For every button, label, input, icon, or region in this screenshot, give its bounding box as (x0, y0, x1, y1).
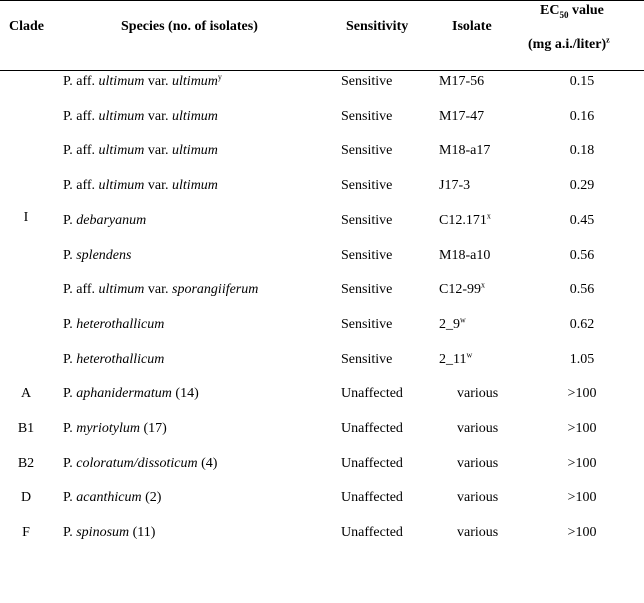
isolate-value (439, 178, 470, 194)
species-prefix: . aff. (69, 178, 99, 194)
sensitivity-value: Sensitive (341, 282, 393, 298)
isolate-value (439, 109, 484, 125)
footnote-marker: x (481, 280, 485, 290)
species-name (63, 386, 199, 402)
footnote-marker: x (486, 211, 491, 221)
species-epithet: spinosum (76, 525, 130, 541)
genus-abbrev: P (63, 421, 70, 436)
isolate-value: various (457, 490, 499, 506)
table-row (0, 279, 644, 313)
ec50-value: >100 (567, 421, 597, 436)
genus-abbrev: P (63, 247, 70, 263)
genus-abbrev: P (63, 74, 70, 89)
ec50-value: 0.15 (569, 74, 595, 89)
sensitivity-value: Sensitive (341, 74, 393, 89)
ec50-value: 0.56 (569, 247, 595, 263)
species-prefix: . (69, 455, 77, 471)
isolate-id: J17-3 (439, 178, 471, 194)
genus-abbrev: P (63, 386, 70, 402)
species-epithet: ultimum (98, 282, 145, 298)
variety-epithet: ultimum (172, 178, 218, 194)
species-prefix: . (69, 212, 77, 228)
variety-epithet: ultimum (172, 108, 218, 124)
species-var: var. (144, 74, 173, 89)
species-epithet: splendens (76, 247, 132, 263)
header-clade: Clade (9, 19, 44, 34)
header-ec50: $EC_{50}$ value (540, 3, 604, 20)
species-var: var. (144, 108, 173, 124)
isolate-id: C12-99 (439, 282, 481, 298)
isolate-value: various (457, 421, 499, 436)
genus-abbrev: P (63, 178, 70, 194)
species-epithet: aphanidermatum (76, 386, 172, 402)
species-epithet: ultimum (98, 178, 145, 194)
species-epithet: ultimum (98, 74, 145, 89)
header-sensitivity: Sensitivity (346, 19, 409, 34)
isolate-value: various (457, 455, 499, 471)
species-epithet: heterothallicum (76, 351, 165, 367)
species-name (63, 143, 218, 159)
ec50-value: 0.56 (569, 282, 595, 298)
table-row (0, 349, 644, 383)
isolate-id: C12.171 (439, 212, 487, 228)
species-var: var. (144, 143, 173, 159)
sensitivity-value: Sensitive (341, 316, 393, 332)
species-epithet: heterothallicum (76, 316, 165, 332)
species-prefix: . aff. (69, 108, 99, 124)
species-name (63, 282, 258, 298)
species-epithet: debaryanum (76, 212, 147, 228)
genus-abbrev: P (63, 108, 70, 124)
species-epithet: ultimum (98, 108, 145, 124)
species-name (63, 178, 218, 194)
sensitivity-value: Unaffected (341, 455, 403, 471)
species-name (63, 525, 155, 541)
table-row (0, 453, 644, 487)
ec50-value: 0.45 (569, 212, 595, 228)
species-name (63, 317, 164, 333)
genus-abbrev: P (63, 525, 70, 541)
ec50-value: 0.16 (569, 108, 595, 124)
ec50-value: >100 (567, 455, 597, 471)
isolate-id: M18-a17 (439, 143, 491, 159)
species-epithet: coloratum/dissoticum (76, 455, 198, 471)
sensitivity-value: Unaffected (341, 490, 403, 506)
table-row (0, 140, 644, 174)
isolate-value: various (457, 525, 499, 541)
ec50-value: 0.18 (569, 143, 595, 159)
table-row (0, 522, 644, 556)
species-name (63, 490, 161, 506)
table-row (0, 71, 644, 105)
sensitivity-value: Unaffected (341, 525, 403, 541)
variety-epithet: ultimum (172, 74, 218, 89)
table-top-rule (0, 0, 644, 1)
isolate-count: (2) (141, 490, 162, 506)
species-name (63, 109, 218, 125)
species-prefix: . aff. (69, 74, 99, 89)
clade-label: D (20, 490, 32, 506)
variety-epithet: sporangiiferum (172, 282, 259, 298)
isolate-count: (14) (171, 386, 199, 402)
ec50-value: >100 (567, 525, 597, 541)
isolate-id: 2_9 (439, 316, 460, 332)
ec50-value: 0.29 (569, 178, 595, 194)
sensitivity-value: Unaffected (341, 386, 403, 402)
ec50-value: >100 (567, 490, 597, 506)
table-row (0, 418, 644, 452)
species-name (63, 456, 217, 472)
isolate-value (439, 282, 485, 298)
species-prefix: . (69, 351, 77, 367)
species-name (63, 352, 164, 368)
isolate-id: M17-56 (439, 74, 485, 89)
clade-label: B2 (17, 455, 35, 471)
footnote-marker: y (217, 72, 222, 82)
species-name (63, 421, 167, 437)
genus-abbrev: P (63, 490, 70, 506)
clade-label: A (20, 386, 32, 402)
isolate-id: 2_11 (439, 351, 467, 367)
genus-abbrev: P (63, 282, 70, 298)
species-name (63, 74, 222, 90)
clade-label: F (22, 525, 30, 541)
table-row (0, 175, 644, 209)
isolate-value (439, 349, 473, 368)
header-ec50-units: (mg a.i./liter)$^z$ (528, 35, 610, 52)
sensitivity-value: Sensitive (341, 212, 393, 228)
genus-abbrev: P (63, 351, 70, 367)
ec50-value: 0.62 (569, 316, 595, 332)
clade-label: I (23, 210, 29, 225)
sensitivity-value: Sensitive (341, 351, 393, 367)
species-prefix: . (69, 421, 77, 436)
species-name (63, 248, 131, 264)
sensitivity-value: Sensitive (341, 108, 393, 124)
species-epithet: ultimum (98, 143, 145, 159)
isolate-value: various (457, 386, 499, 402)
header-species: Species (no. of isolates) (121, 19, 258, 34)
table-row (0, 245, 644, 279)
isolate-value (439, 143, 490, 159)
genus-abbrev: P (63, 455, 70, 471)
table-row (0, 106, 644, 140)
species-epithet: acanthicum (76, 490, 142, 506)
species-prefix: . (69, 525, 77, 541)
species-prefix: . (69, 386, 77, 402)
footnote-marker: w (460, 315, 466, 325)
species-prefix: . aff. (69, 143, 99, 159)
species-var: var. (144, 282, 173, 298)
footnote-marker: w (466, 349, 473, 359)
isolate-value (439, 248, 490, 264)
species-epithet: myriotylum (76, 421, 140, 436)
species-var: var. (144, 178, 173, 194)
clade-label: B1 (17, 421, 35, 436)
species-name (63, 213, 146, 229)
sensitivity-value: Sensitive (341, 143, 393, 159)
isolate-count: (4) (197, 455, 218, 471)
genus-abbrev: P (63, 212, 70, 228)
isolate-value (439, 74, 484, 90)
table-row (0, 487, 644, 521)
sensitivity-value: Sensitive (341, 247, 393, 263)
isolate-id: M17-47 (439, 108, 485, 124)
isolate-count: (11) (129, 525, 156, 541)
isolate-value (439, 213, 491, 229)
table-row (0, 314, 644, 348)
isolate-count: (17) (140, 421, 167, 436)
isolate-value (439, 317, 466, 333)
ec50-value: 1.05 (569, 351, 595, 367)
table-row (0, 210, 644, 244)
table-row (0, 383, 644, 417)
header-isolate: Isolate (452, 19, 492, 34)
species-prefix: . (69, 247, 77, 263)
species-prefix: . (69, 316, 77, 332)
species-prefix: . aff. (69, 282, 99, 298)
ec50-value: >100 (567, 386, 597, 402)
isolate-id: M18-a10 (439, 247, 491, 263)
sensitivity-value: Unaffected (341, 421, 403, 436)
genus-abbrev: P (63, 316, 70, 332)
species-prefix: . (69, 490, 77, 506)
variety-epithet: ultimum (172, 143, 218, 159)
sensitivity-value: Sensitive (341, 178, 393, 194)
genus-abbrev: P (63, 143, 70, 159)
